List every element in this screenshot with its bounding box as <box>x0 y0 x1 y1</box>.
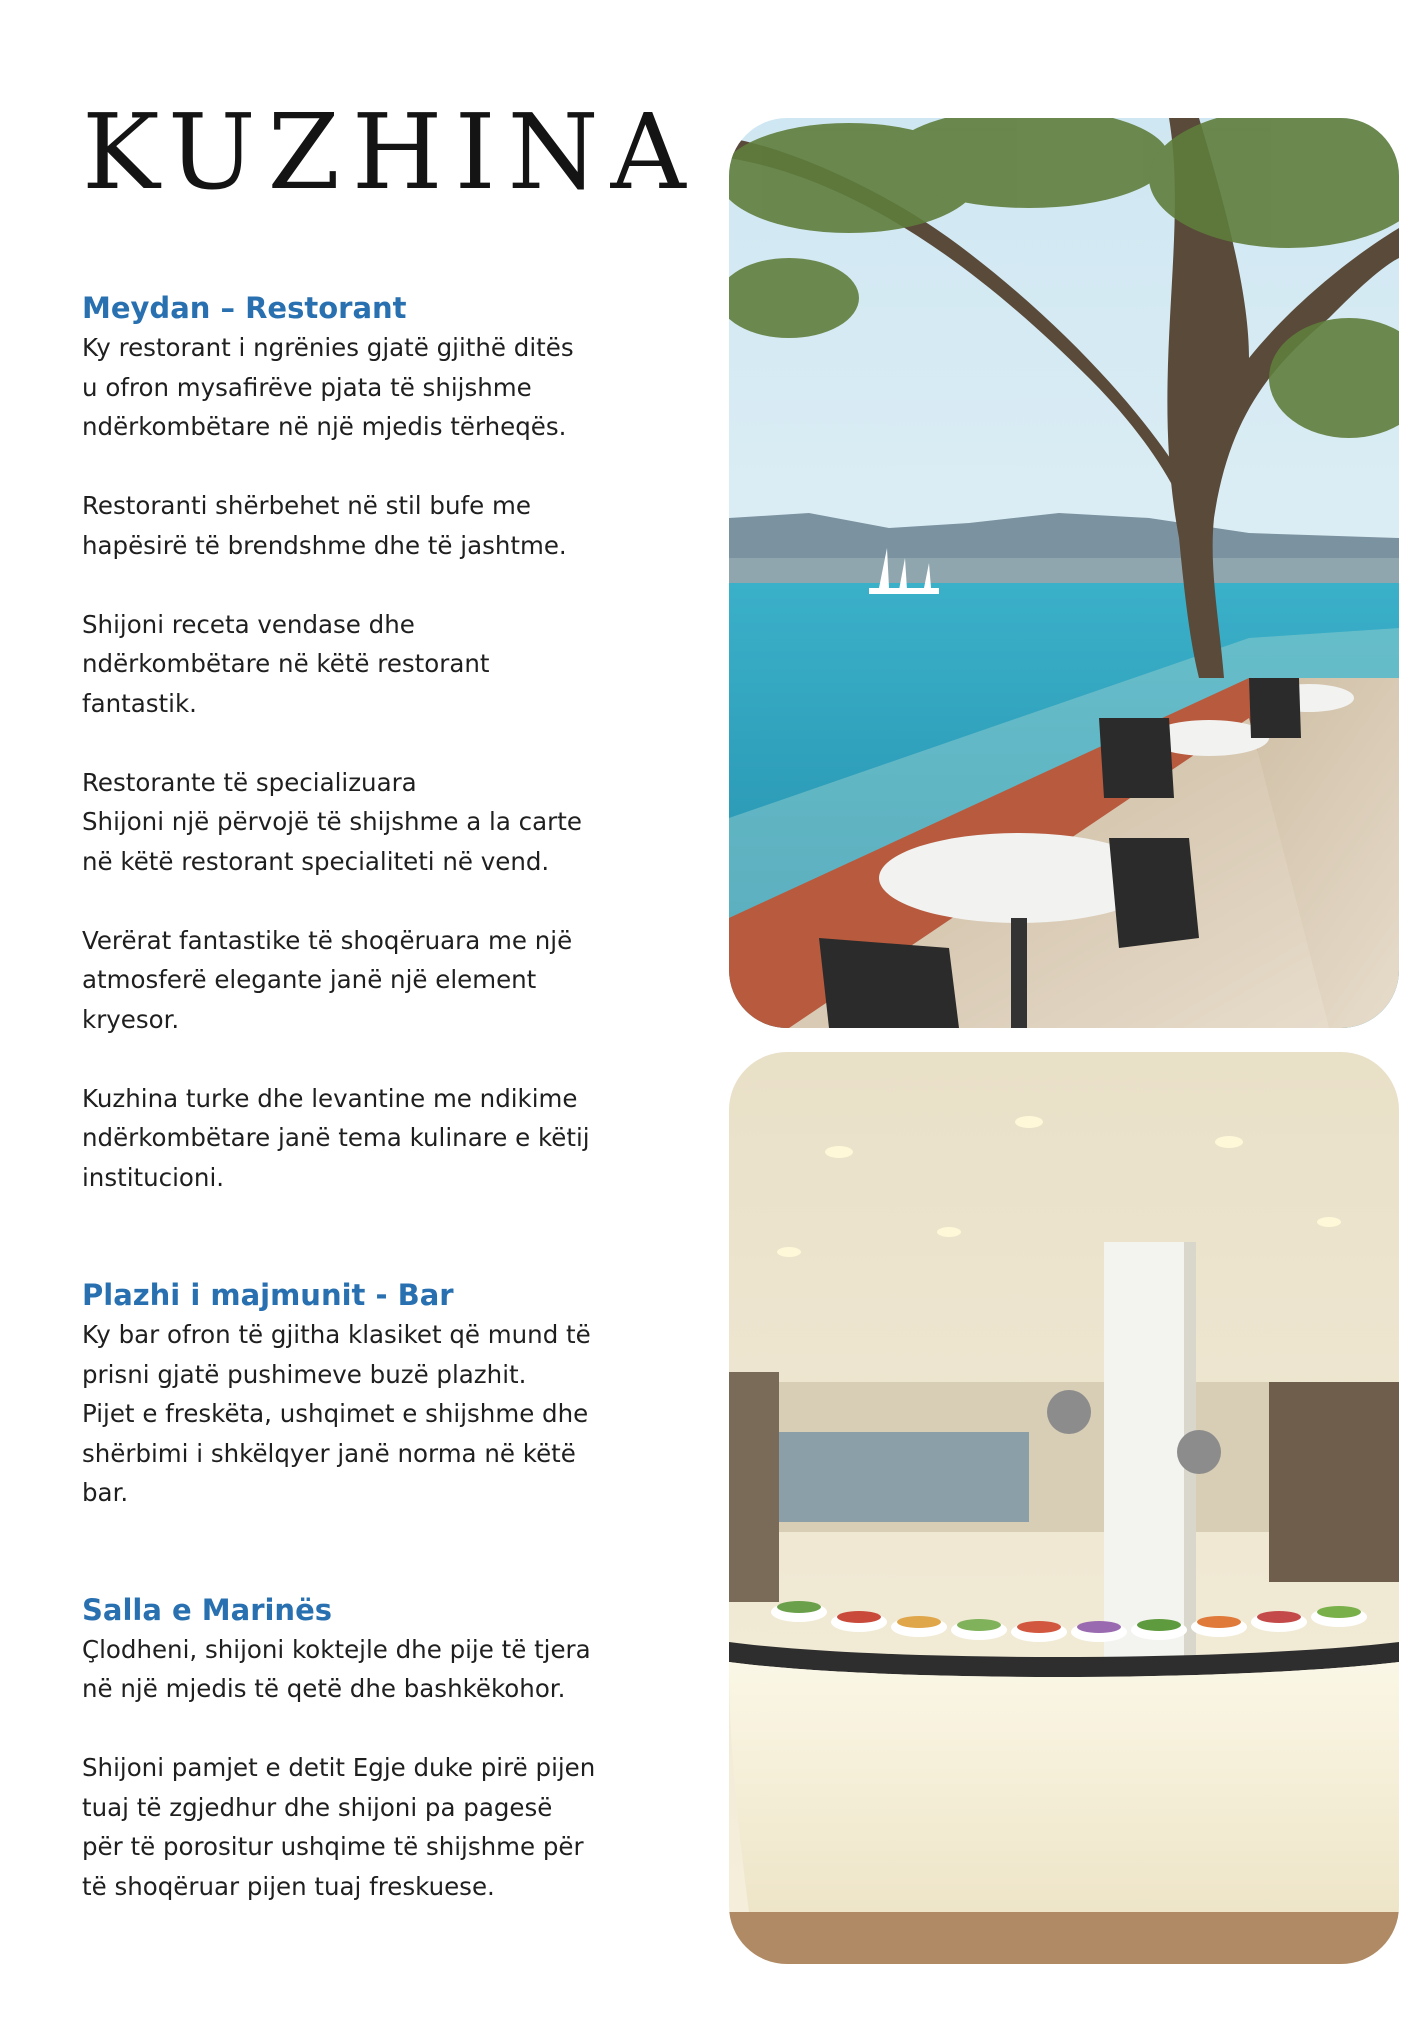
paragraph: Shijoni pamjet e detit Egje duke pirë pijen tuaj të zgjedhur dhe shijoni pa pagesë për të porositur ushqime të shijshme për të shoqëruar pijen tuaj freskuese. <box>82 1753 596 1901</box>
terrace-illustration <box>729 118 1399 1028</box>
section-salla <box>82 1590 642 1907</box>
section-heading: Salla e Marinës <box>82 1592 333 1627</box>
buffet-hall-photo <box>729 1052 1399 1964</box>
buffet-illustration <box>729 1052 1399 1964</box>
paragraph: Ky restorant i ngrënies gjatë gjithë ditës u ofron mysafirëve pjata të shijshme ndërkombëtare në një mjedis tërheqës. <box>82 333 574 441</box>
paragraph: Restorante të specializuara Shijoni një përvojë të shijshme a la carte në këtë restorant specialiteti në vend. <box>82 767 582 876</box>
section-meydan <box>82 288 642 1197</box>
content-column <box>82 288 642 1906</box>
paragraph: Çlodheni, shijoni koktejle dhe pije të tjera në një mjedis të qetë dhe bashkëkohor. <box>82 1634 591 1703</box>
page-title: KUZHINA <box>82 91 698 213</box>
terrace-sea-view-photo <box>729 118 1399 1028</box>
paragraph: Restoranti shërbehet në stil bufe me hapësirë të brendshme dhe të jashtme. <box>82 491 567 560</box>
section-plazhi <box>82 1275 642 1513</box>
paragraph: Kuzhina turke dhe levantine me ndikime ndërkombëtare janë tema kulinare e këtij institucioni. <box>82 1083 590 1192</box>
paragraph: Verërat fantastike të shoqëruara me një atmosferë elegante janë një element kryesor. <box>82 925 573 1034</box>
section-heading: Plazhi i majmunit - Bar <box>82 1278 454 1312</box>
section-heading: Meydan – Restorant <box>82 291 407 325</box>
paragraph: Shijoni receta vendase dhe ndërkombëtare në këtë restorant fantastik. <box>82 609 490 718</box>
paragraph: Ky bar ofron të gjitha klasiket që mund të prisni gjatë pushimeve buzë plazhit. Pijet e freskëta, ushqimet e shijshme dhe shërbimi i shkëlqyer janë norma në këtë bar. <box>82 1320 591 1507</box>
